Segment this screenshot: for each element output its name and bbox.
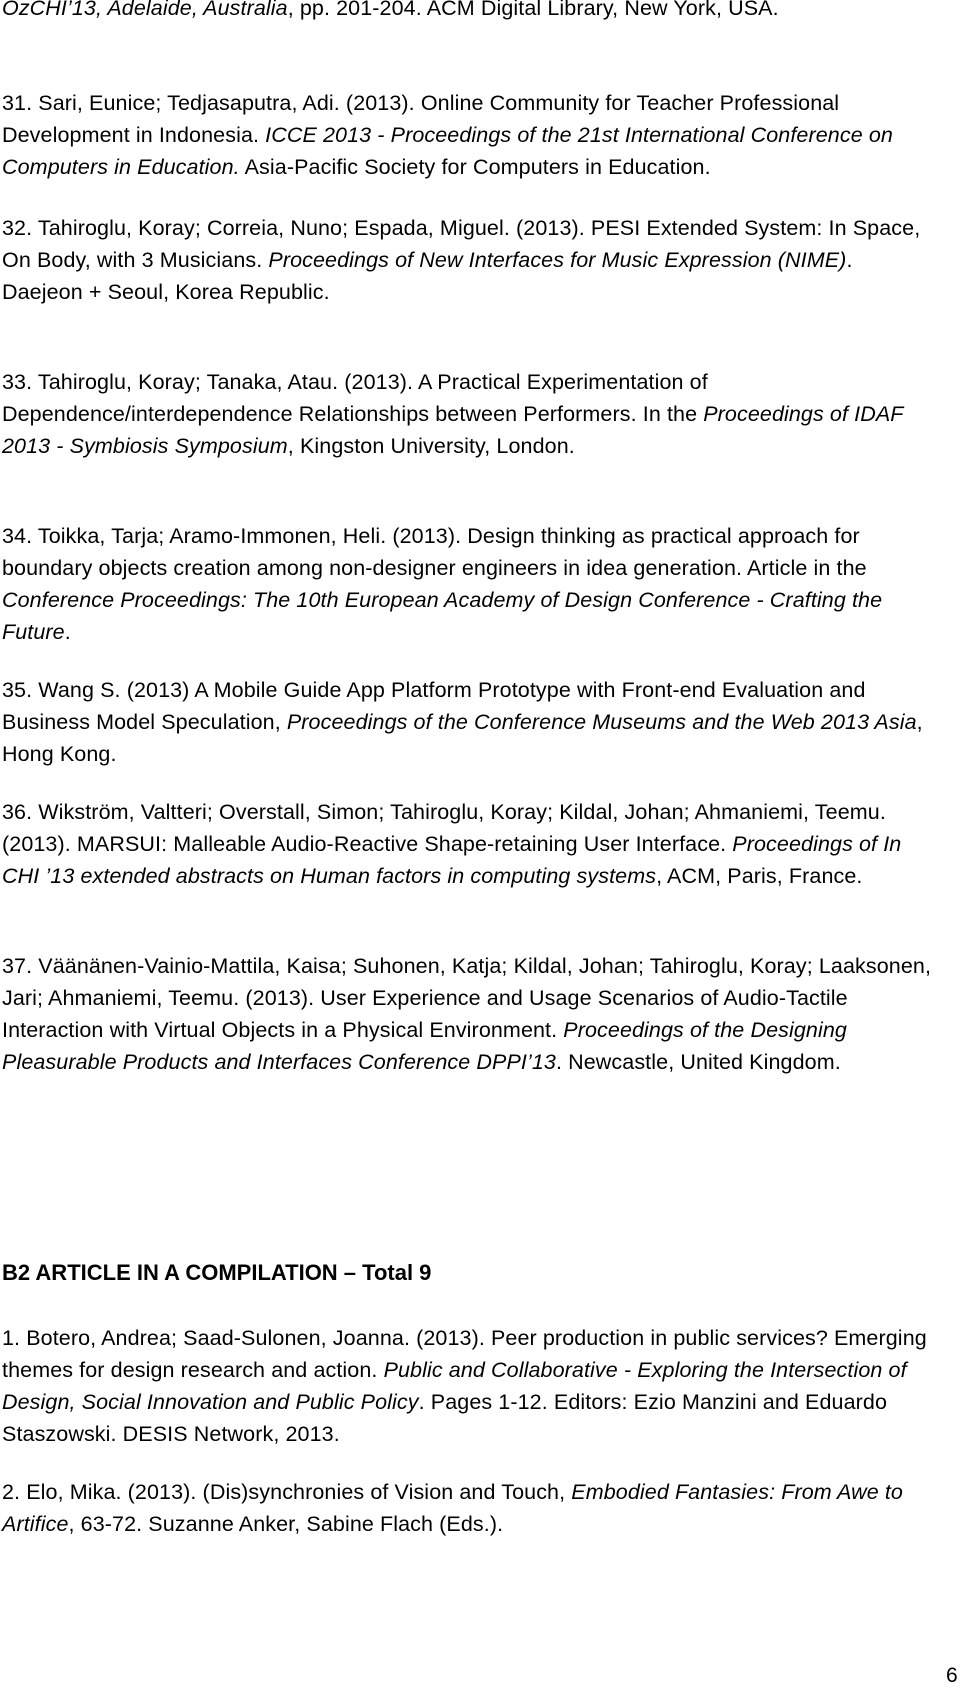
- section-heading: B2 ARTICLE IN A COMPILATION – Total 9: [2, 1260, 432, 1285]
- ref-text: , Kingston University, London.: [287, 434, 575, 458]
- ref-text: 31. Sari, Eunice; Tedjasaputra, Adi. (2013). Online Community for Teacher Professional Development in Indonesia.: [2, 91, 840, 147]
- ref-venue: Proceedings of In CHI ’13 extended abstracts on Human factors in computing systems: [2, 832, 902, 888]
- ref-text: 34. Toikka, Tarja; Aramo-Immonen, Heli. (2013). Design thinking as practical approach for boundary objects creation among non-designer engineers in idea generation. Article in the: [2, 524, 867, 580]
- ref-venue: OzCHI’13, Adelaide, Australia: [2, 0, 288, 20]
- ref-text: 1. Botero, Andrea; Saad-Sulonen, Joanna. (2013). Peer production in public services? Emerging themes for design research and action.: [2, 1326, 927, 1382]
- ref-text: 2. Elo, Mika. (2013). (Dis)synchronies of Vision and Touch,: [2, 1480, 572, 1504]
- b2-reference-2: [2, 1476, 932, 1540]
- reference-37: [2, 950, 932, 1078]
- ref-text: , Hong Kong.: [2, 710, 923, 766]
- ref-text: . Newcastle, United Kingdom.: [555, 1050, 841, 1074]
- ref-text: Asia-Pacific Society for Computers in Education.: [239, 155, 711, 179]
- reference-32: [2, 212, 932, 308]
- ref-text: 37. Väänänen-Vainio-Mattila, Kaisa; Suhonen, Katja; Kildal, Johan; Tahiroglu, Koray; Laaksonen, Jari; Ahmaniemi, Teemu. (2013). User Experience and Usage Scenarios of Audio-Tactile Interaction with Virtual Objects in a Physical Environment.: [2, 954, 932, 1042]
- page-number: 6: [946, 1664, 958, 1687]
- ref-venue: Proceedings of the Designing Pleasurable Products and Interfaces Conference DPPI’13: [2, 1018, 847, 1074]
- reference-33: [2, 366, 932, 462]
- b2-reference-1: [2, 1322, 932, 1450]
- reference-30-tail: [2, 0, 932, 24]
- reference-35: [2, 674, 932, 770]
- ref-text: , 63-72. Suzanne Anker, Sabine Flach (Eds.).: [68, 1512, 504, 1536]
- ref-text: .: [64, 620, 71, 644]
- ref-text: . Pages 1-12. Editors: Ezio Manzini and Eduardo Staszowski. DESIS Network, 2013.: [2, 1390, 888, 1446]
- ref-text: 35. Wang S. (2013) A Mobile Guide App Platform Prototype with Front-end Evaluation and Business Model Speculation,: [2, 678, 866, 734]
- ref-text: 36. Wikström, Valtteri; Overstall, Simon; Tahiroglu, Koray; Kildal, Johan; Ahmaniemi, Teemu. (2013). MARSUI: Malleable Audio-Reactive Shape-retaining User Interface.: [2, 800, 886, 856]
- reference-36: [2, 796, 932, 892]
- ref-text: 33. Tahiroglu, Koray; Tanaka, Atau. (2013). A Practical Experimentation of Dependence/interdependence Relationships between Performers. In the: [2, 370, 708, 426]
- ref-venue: Conference Proceedings: The 10th European Academy of Design Conference - Crafting the Future: [2, 588, 883, 644]
- ref-venue: Proceedings of IDAF 2013 - Symbiosis Symposium: [2, 402, 904, 458]
- ref-venue: Public and Collaborative - Exploring the Intersection of Design, Social Innovation and Public Policy: [2, 1358, 907, 1414]
- ref-text: 32. Tahiroglu, Koray; Correia, Nuno; Espada, Miguel. (2013). PESI Extended System: In Space, On Body, with 3 Musicians.: [2, 216, 921, 272]
- ref-venue: Proceedings of the Conference Museums and the Web 2013 Asia: [286, 710, 917, 734]
- ref-venue: Proceedings of New Interfaces for Music Expression (NIME): [268, 248, 847, 272]
- reference-31: [2, 87, 932, 183]
- reference-34: [2, 520, 932, 648]
- ref-text: , pp. 201-204. ACM Digital Library, New York, USA.: [287, 0, 779, 20]
- ref-text: . Daejeon + Seoul, Korea Republic.: [2, 248, 853, 304]
- ref-venue: Embodied Fantasies: From Awe to Artifice: [2, 1480, 903, 1536]
- ref-text: , ACM, Paris, France.: [656, 864, 863, 888]
- ref-venue: ICCE 2013 - Proceedings of the 21st International Conference on Computers in Education.: [2, 123, 893, 179]
